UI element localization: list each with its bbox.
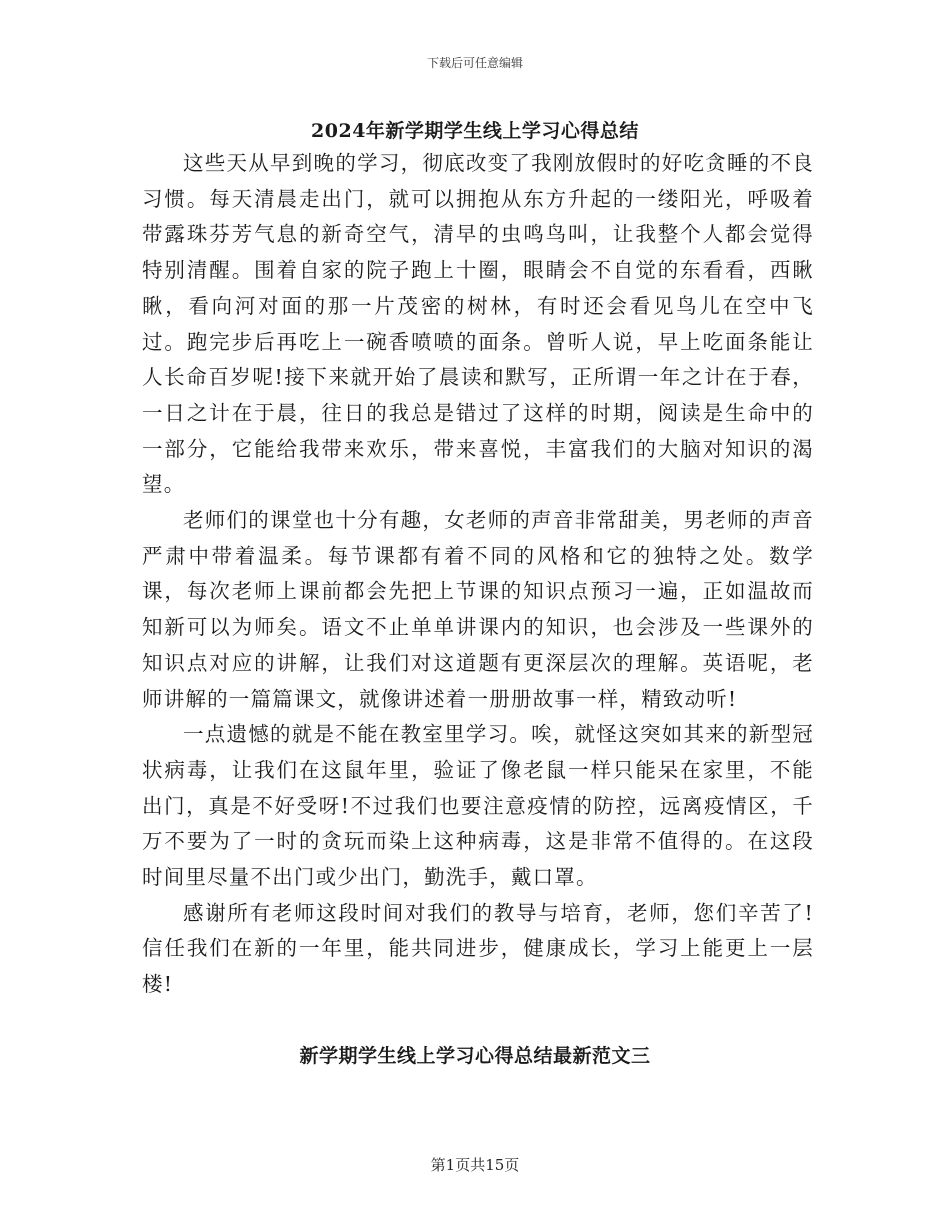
page-header-note: 下载后可任意编辑 [426, 56, 523, 70]
paragraph: 老师们的课堂也十分有趣，女老师的声音非常甜美，男老师的声音严肃中带着温柔。每节课都有着不同的风格和它的独特之处。数学课，每次老师上课前都会先把上节课的知识点预习一遍，正如温故而知新可以为师矣。语文不止单单讲课内的知识，也会涉及一些课外的知识点对应的讲解，让我们对这道题有更深层次的理解。英语呢，老师讲解的一篇篇课文，就像讲述着一册册故事一样，精致动听! [142, 508, 814, 711]
section-title: 新学期学生线上学习心得总结最新范文三 [299, 1045, 651, 1067]
paragraph: 这些天从早到晚的学习，彻底改变了我刚放假时的好吃贪睡的不良习惯。每天清晨走出门，就可以拥抱从东方升起的一缕阳光，呼吸着带露珠芬芳气息的新奇空气，清早的虫鸣鸟叫，让我整个人都会觉得特别清醒。围着自家的院子跑上十圈，眼睛会不自觉的东看看，西瞅瞅，看向河对面的那一片茂密的树林，有时还会看见鸟儿在空中飞过。跑完步后再吃上一碗香喷喷的面条。曾听人说，早上吃面条能让人长命百岁呢!接下来就开始了晨读和默写，正所谓一年之计在于春，一日之计在于晨，往日的我总是错过了这样的时期，阅读是生命中的一部分，它能给我带来欢乐，带来喜悦，丰富我们的大脑对知识的渴望。 [142, 151, 814, 497]
page-footer: 第1页共15页 [430, 1156, 520, 1174]
document-body [142, 146, 814, 1003]
paragraph: 一点遗憾的就是不能在教室里学习。唉，就怪这突如其来的新型冠状病毒，让我们在这鼠年里，验证了像老鼠一样只能呆在家里，不能出门，真是不好受呀!不过我们也要注意疫情的防控，远离疫情区，千万不要为了一时的贪玩而染上这种病毒，这是非常不值得的。在这段时间里尽量不出门或少出门，勤洗手，戴口罩。 [142, 722, 814, 890]
paragraph: 感谢所有老师这段时间对我们的教导与培育，老师，您们辛苦了!信任我们在新的一年里，能共同进步，健康成长，学习上能更上一层楼! [142, 900, 814, 997]
document-title: 2024年新学期学生线上学习心得总结 [311, 120, 639, 142]
